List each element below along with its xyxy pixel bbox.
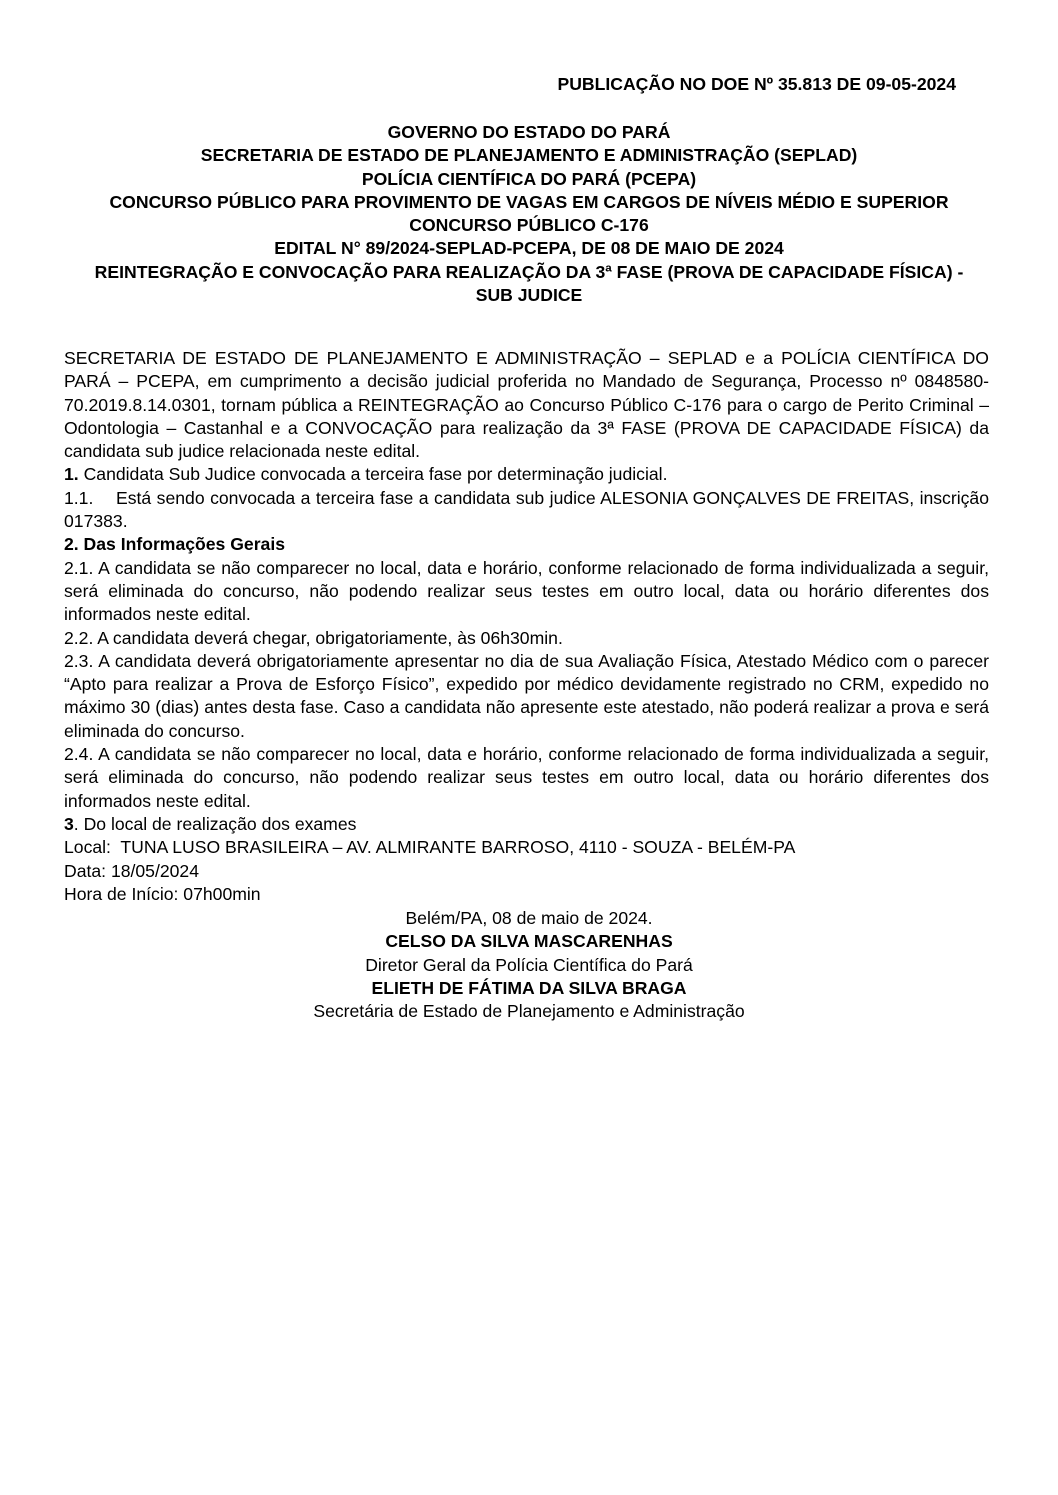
header-contest-code: CONCURSO PÚBLICO C-176 xyxy=(409,215,649,236)
section-3-heading xyxy=(64,813,989,836)
signatory-1-name: CELSO DA SILVA MASCARENHAS xyxy=(385,931,673,952)
document-body xyxy=(64,347,989,1024)
section-2-item-1: 2.1. A candidata se não comparecer no local, data e horário, conforme relacionado de forma individualizada a seguir, será eliminada do concurso, não podendo realizar seus testes em outro local, data ou horário diferentes dos informados neste edital. xyxy=(64,557,989,625)
section-2-heading: 2. Das Informações Gerais xyxy=(64,534,286,555)
section-1-title: Candidata Sub Judice convocada a terceira fase por determinação judicial. xyxy=(78,464,668,485)
item-1-1-text: Está sendo convocada a terceira fase a candidata sub judice ALESONIA GONÇALVES DE FREITAS, inscrição 017383. xyxy=(64,487,989,532)
exam-location: Local: TUNA LUSO BRASILEIRA – AV. ALMIRANTE BARROSO, 4110 - SOUZA - BELÉM-PA xyxy=(64,837,796,858)
intro-paragraph: SECRETARIA DE ESTADO DE PLANEJAMENTO E ADMINISTRAÇÃO – SEPLAD e a POLÍCIA CIENTÍFICA DO PARÁ – PCEPA, em cumprimento a decisão judicial proferida no Mandado de Segurança, Processo nº 0848580-70.2019.8.14.0301, tornam pública a REINTEGRAÇÃO ao Concurso Público C-176 para o cargo de Perito Criminal – Odontologia – Castanhal e a CONVOCAÇÃO para realização da 3ª FASE (PROVA DE CAPACIDADE FÍSICA) da candidata sub judice relacionada neste edital. xyxy=(64,348,989,462)
section-1-number: 1. xyxy=(64,464,79,485)
publication-line: PUBLICAÇÃO NO DOE Nº 35.813 DE 09-05-2024 xyxy=(557,74,956,94)
signature-block xyxy=(64,907,994,1023)
header-edital: EDITAL N° 89/2024-SEPLAD-PCEPA, DE 08 DE MAIO DE 2024 xyxy=(274,238,784,259)
exam-date: Data: 18/05/2024 xyxy=(64,860,199,881)
signatory-2-name: ELIETH DE FÁTIMA DA SILVA BRAGA xyxy=(371,978,687,999)
header-government: GOVERNO DO ESTADO DO PARÁ xyxy=(387,122,671,142)
signatory-2-role: Secretária de Estado de Planejamento e Administração xyxy=(313,1001,745,1022)
document-header xyxy=(64,121,994,307)
section-1-heading xyxy=(64,463,989,486)
section-3-title: . Do local de realização dos exames xyxy=(73,813,357,834)
header-subject: REINTEGRAÇÃO E CONVOCAÇÃO PARA REALIZAÇÃO DA 3ª FASE (PROVA DE CAPACIDADE FÍSICA) - SUB JUDICE xyxy=(94,261,964,306)
section-2-item-4: 2.4. A candidata se não comparecer no local, data e horário, conforme relacionado de forma individualizada a seguir, será eliminada do concurso, não podendo realizar seus testes em outro local, data ou horário diferentes dos informados neste edital. xyxy=(64,744,989,811)
item-1-1-number: 1.1. xyxy=(64,487,94,508)
exam-start-time: Hora de Início: 07h00min xyxy=(64,883,261,904)
header-police: POLÍCIA CIENTÍFICA DO PARÁ (PCEPA) xyxy=(361,168,697,189)
section-2-item-2: 2.2. A candidata deverá chegar, obrigatoriamente, às 06h30min. xyxy=(64,627,563,648)
header-contest-desc: CONCURSO PÚBLICO PARA PROVIMENTO DE VAGAS EM CARGOS DE NÍVEIS MÉDIO E SUPERIOR xyxy=(109,191,949,212)
section-3-number: 3 xyxy=(64,813,74,834)
signatory-1-role: Diretor Geral da Polícia Científica do Pará xyxy=(365,954,693,975)
section-1-item-1 xyxy=(64,487,989,534)
header-secretariat: SECRETARIA DE ESTADO DE PLANEJAMENTO E ADMINISTRAÇÃO (SEPLAD) xyxy=(200,145,858,166)
section-2-item-3: 2.3. A candidata deverá obrigatoriamente apresentar no dia de sua Avaliação Física, Atestado Médico com o parecer “Apto para realizar a Prova de Esforço Físico”, expedido por médico devidamente registrado no CRM, expedido no máximo 30 (dias) antes desta fase. Caso a candidata não apresente este atestado, não poderá realizar a prova e será eliminada do concurso. xyxy=(64,650,989,741)
signature-place-date: Belém/PA, 08 de maio de 2024. xyxy=(405,908,653,929)
